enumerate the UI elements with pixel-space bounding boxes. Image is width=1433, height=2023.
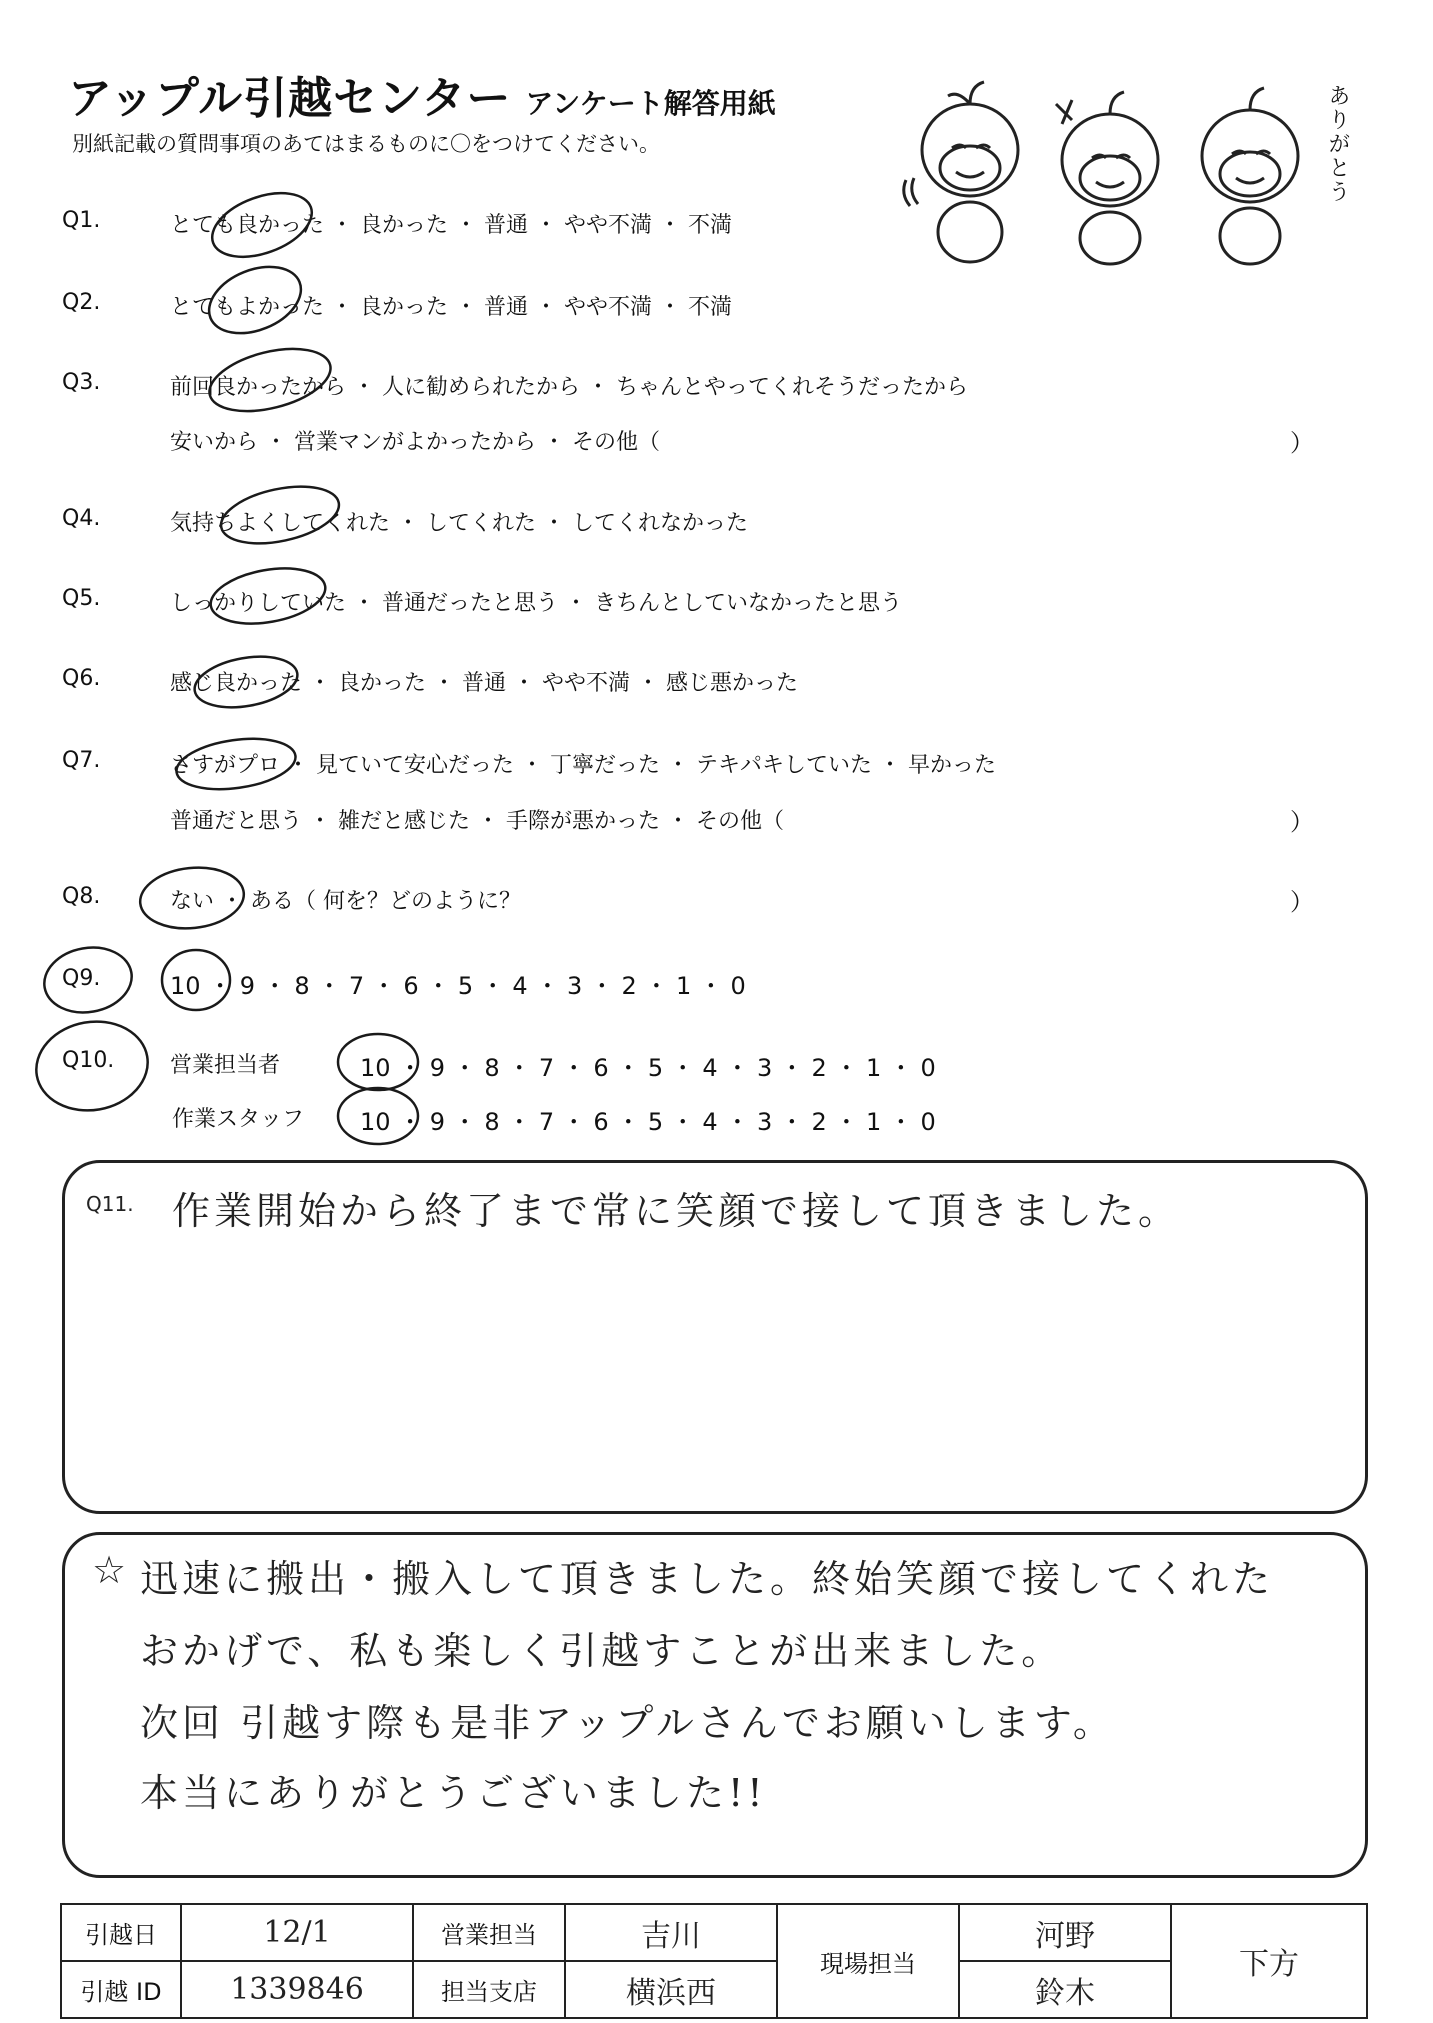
- site-staff-value[interactable]: 河野: [959, 1904, 1171, 1961]
- q3-label: Q3.: [62, 370, 101, 395]
- q7-options-line2[interactable]: 普通だと思う ・ 雑だと感じた ・ 手際が悪かった ・ その他（: [170, 809, 784, 834]
- q10-staff-label: 作業スタッフ: [172, 1107, 305, 1132]
- site-staff-value[interactable]: 下方: [1171, 1904, 1367, 2018]
- branch-label: 担当支店: [413, 1961, 565, 2018]
- monkey-icon: [1056, 92, 1158, 264]
- q7-options-line1[interactable]: さすがプロ ・ 見ていて安心だった ・ 丁寧だった ・ テキパキしていた ・ 早かった: [170, 753, 996, 778]
- q11-label: Q11.: [86, 1192, 134, 1216]
- comment-line: 本当にありがとうございました!!: [140, 1771, 767, 1815]
- q4-options[interactable]: 気持ちよくしてくれた ・ してくれた ・ してくれなかった: [170, 511, 748, 536]
- q11-handwritten-answer: 作業開始から終了まで常に笑顔で接して頂きました。: [172, 1189, 1181, 1233]
- q5-label: Q5.: [62, 586, 101, 611]
- q3-options-line2[interactable]: 安いから ・ 営業マンがよかったから ・ その他（: [170, 430, 660, 455]
- comment-line: 迅速に搬出・搬入して頂きました。終始笑顔で接してくれた: [140, 1557, 1275, 1601]
- q7-label: Q7.: [62, 748, 101, 773]
- instruction-text: 別紙記載の質問事項のあてはまるものに〇をつけてください。: [72, 132, 660, 156]
- q3-options-line1[interactable]: 前回良かったから ・ 人に勧められたから ・ ちゃんとやってくれそうだったから: [170, 375, 968, 400]
- sales-rep-value[interactable]: 吉川: [565, 1904, 777, 1961]
- monkey-icon: [1202, 88, 1298, 264]
- comment-line: おかげで、私も楽しく引越すことが出来ました。: [140, 1629, 1064, 1673]
- star-mark: ☆: [92, 1548, 131, 1592]
- footer-info-table: [60, 1903, 1368, 2019]
- thanks-caption: ありがとう: [1325, 84, 1350, 204]
- brand-name: アップル引越センター: [68, 73, 512, 124]
- form-title: [68, 62, 776, 126]
- q9-scale[interactable]: 10 ・ 9 ・ 8 ・ 7 ・ 6 ・ 5 ・ 4 ・ 3 ・ 2 ・ 1 ・ 0: [170, 972, 746, 1000]
- q10-label: Q10.: [62, 1048, 115, 1073]
- q7-close-paren: ）: [1290, 808, 1314, 836]
- q6-options[interactable]: 感じ良かった ・ 良かった ・ 普通 ・ やや不満 ・ 感じ悪かった: [170, 671, 798, 696]
- q8-options[interactable]: ない ・ ある（ 何を？どのように？: [170, 889, 521, 914]
- site-staff-label: 現場担当: [777, 1904, 959, 2018]
- q2-options[interactable]: とてもよかった ・ 良かった ・ 普通 ・ やや不満 ・ 不満: [170, 295, 732, 320]
- sales-rep-label: 営業担当: [413, 1904, 565, 1961]
- q10-staff-scale[interactable]: 10 ・ 9 ・ 8 ・ 7 ・ 6 ・ 5 ・ 4 ・ 3 ・ 2 ・ 1 ・ 0: [360, 1108, 936, 1136]
- branch-value[interactable]: 横浜西: [565, 1961, 777, 2018]
- q10-sales-label: 営業担当者: [170, 1053, 281, 1078]
- form-subtitle: アンケート解答用紙: [525, 87, 776, 120]
- monkey-mascots-illustration: [890, 60, 1350, 270]
- move-id-value[interactable]: 1339846: [181, 1961, 413, 2018]
- move-date-value[interactable]: 12/1: [181, 1904, 413, 1961]
- q5-options[interactable]: しっかりしていた ・ 普通だったと思う ・ きちんとしていなかったと思う: [170, 591, 902, 616]
- q2-label: Q2.: [62, 290, 101, 315]
- q8-label: Q8.: [62, 884, 101, 909]
- q10-sales-scale[interactable]: 10 ・ 9 ・ 8 ・ 7 ・ 6 ・ 5 ・ 4 ・ 3 ・ 2 ・ 1 ・ 0: [360, 1054, 936, 1082]
- q1-label: Q1.: [62, 208, 101, 233]
- q1-options[interactable]: とても良かった ・ 良かった ・ 普通 ・ やや不満 ・ 不満: [170, 213, 732, 238]
- q9-label: Q9.: [62, 966, 101, 991]
- site-staff-value[interactable]: 鈴木: [959, 1961, 1171, 2018]
- q3-close-paren: ）: [1290, 429, 1314, 457]
- q4-label: Q4.: [62, 506, 101, 531]
- q6-label: Q6.: [62, 666, 101, 691]
- monkey-icon: [904, 82, 1018, 262]
- move-id-label: 引越 ID: [61, 1961, 181, 2018]
- q8-close-paren: ）: [1290, 888, 1314, 916]
- comment-line: 次回 引越す際も是非アップルさんでお願いします。: [140, 1701, 1115, 1745]
- move-date-label: 引越日: [61, 1904, 181, 1961]
